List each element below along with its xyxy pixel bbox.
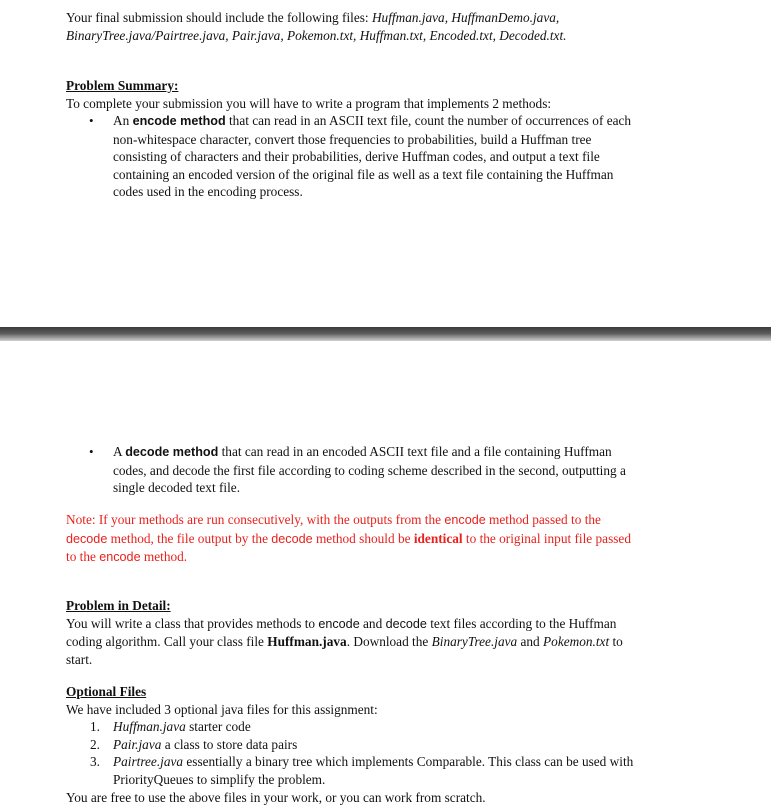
optional-files-heading: Optional Files bbox=[66, 684, 147, 699]
files-intro bbox=[66, 9, 711, 44]
decode-method-term: decode method bbox=[125, 445, 219, 459]
identical-emphasis: identical bbox=[413, 530, 463, 546]
optional-files-closing: You are free to use the above files in your work, or you can work from scratch. bbox=[66, 789, 486, 805]
list-item: 2. Pair.java a class to store data pairs bbox=[90, 736, 298, 752]
identical-output-note: Note: If your methods are run consecutively, with the outputs from the encode method passed to the decode method, the file output by the decode method should be identical to the original input file passed to the encode method. bbox=[66, 512, 631, 565]
decode-bullet bbox=[66, 443, 711, 497]
files-list-1: Huffman.java, HuffmanDemo.java, bbox=[371, 10, 560, 25]
page-separator bbox=[0, 327, 771, 341]
list-item: • A decode method that can read in an encoded ASCII text file and a file containing Huffman codes, and decode the first file according to coding scheme described in the second, outputting a single decoded text file. bbox=[89, 444, 626, 496]
document-page-2 bbox=[0, 341, 771, 811]
files-intro-line-1: Your final submission should include the following files: Huffman.java, HuffmanDemo.java, bbox=[66, 10, 560, 25]
list-item: 3. Pairtree.java essentially a binary tree which implements Comparable. This class can be used with PriorityQueues to simplify the problem. bbox=[90, 754, 634, 787]
optional-files-section bbox=[66, 683, 711, 806]
problem-summary-heading: Problem Summary: bbox=[66, 78, 179, 93]
optional-files-intro: We have included 3 optional java files for this assignment: bbox=[66, 701, 378, 717]
list-item: 1. Huffman.java starter code bbox=[90, 719, 251, 735]
document-page-1 bbox=[0, 0, 771, 327]
files-list-2: BinaryTree.java/Pairtree.java, Pair.java, Pokemon.txt, Huffman.txt, Encoded.txt, Decoded.txt. bbox=[66, 27, 567, 43]
files-intro-line-2 bbox=[66, 27, 711, 45]
problem-summary-section bbox=[66, 77, 711, 112]
bullet-icon: • bbox=[89, 444, 94, 459]
huffman-java-filename: Huffman.java bbox=[267, 634, 347, 650]
list-item: • An encode method that can read in an ASCII text file, count the number of occurrences of each non-whitespace character, convert those frequencies to probabilities, build a Huffman tree consisting of characters and their probabilities, derive Huffman codes, and output a text file containing an encoded version of the original file as well as a text file containing the Huffman codes used in the encoding process. bbox=[89, 113, 632, 200]
problem-summary-intro: To complete your submission you will have to write a program that implements 2 methods: bbox=[66, 95, 552, 111]
problem-detail-heading: Problem in Detail: bbox=[66, 598, 171, 613]
encode-method-term: encode method bbox=[132, 114, 226, 128]
encode-bullet bbox=[66, 112, 711, 201]
problem-detail-section: Problem in Detail: You will write a class that provides methods to encode and decode text files according to the Huffman coding algorithm. Call your class file Huffman.java. Download the BinaryTree.java and Pokemon.txt to start. bbox=[66, 597, 711, 668]
bullet-icon: • bbox=[89, 113, 94, 128]
